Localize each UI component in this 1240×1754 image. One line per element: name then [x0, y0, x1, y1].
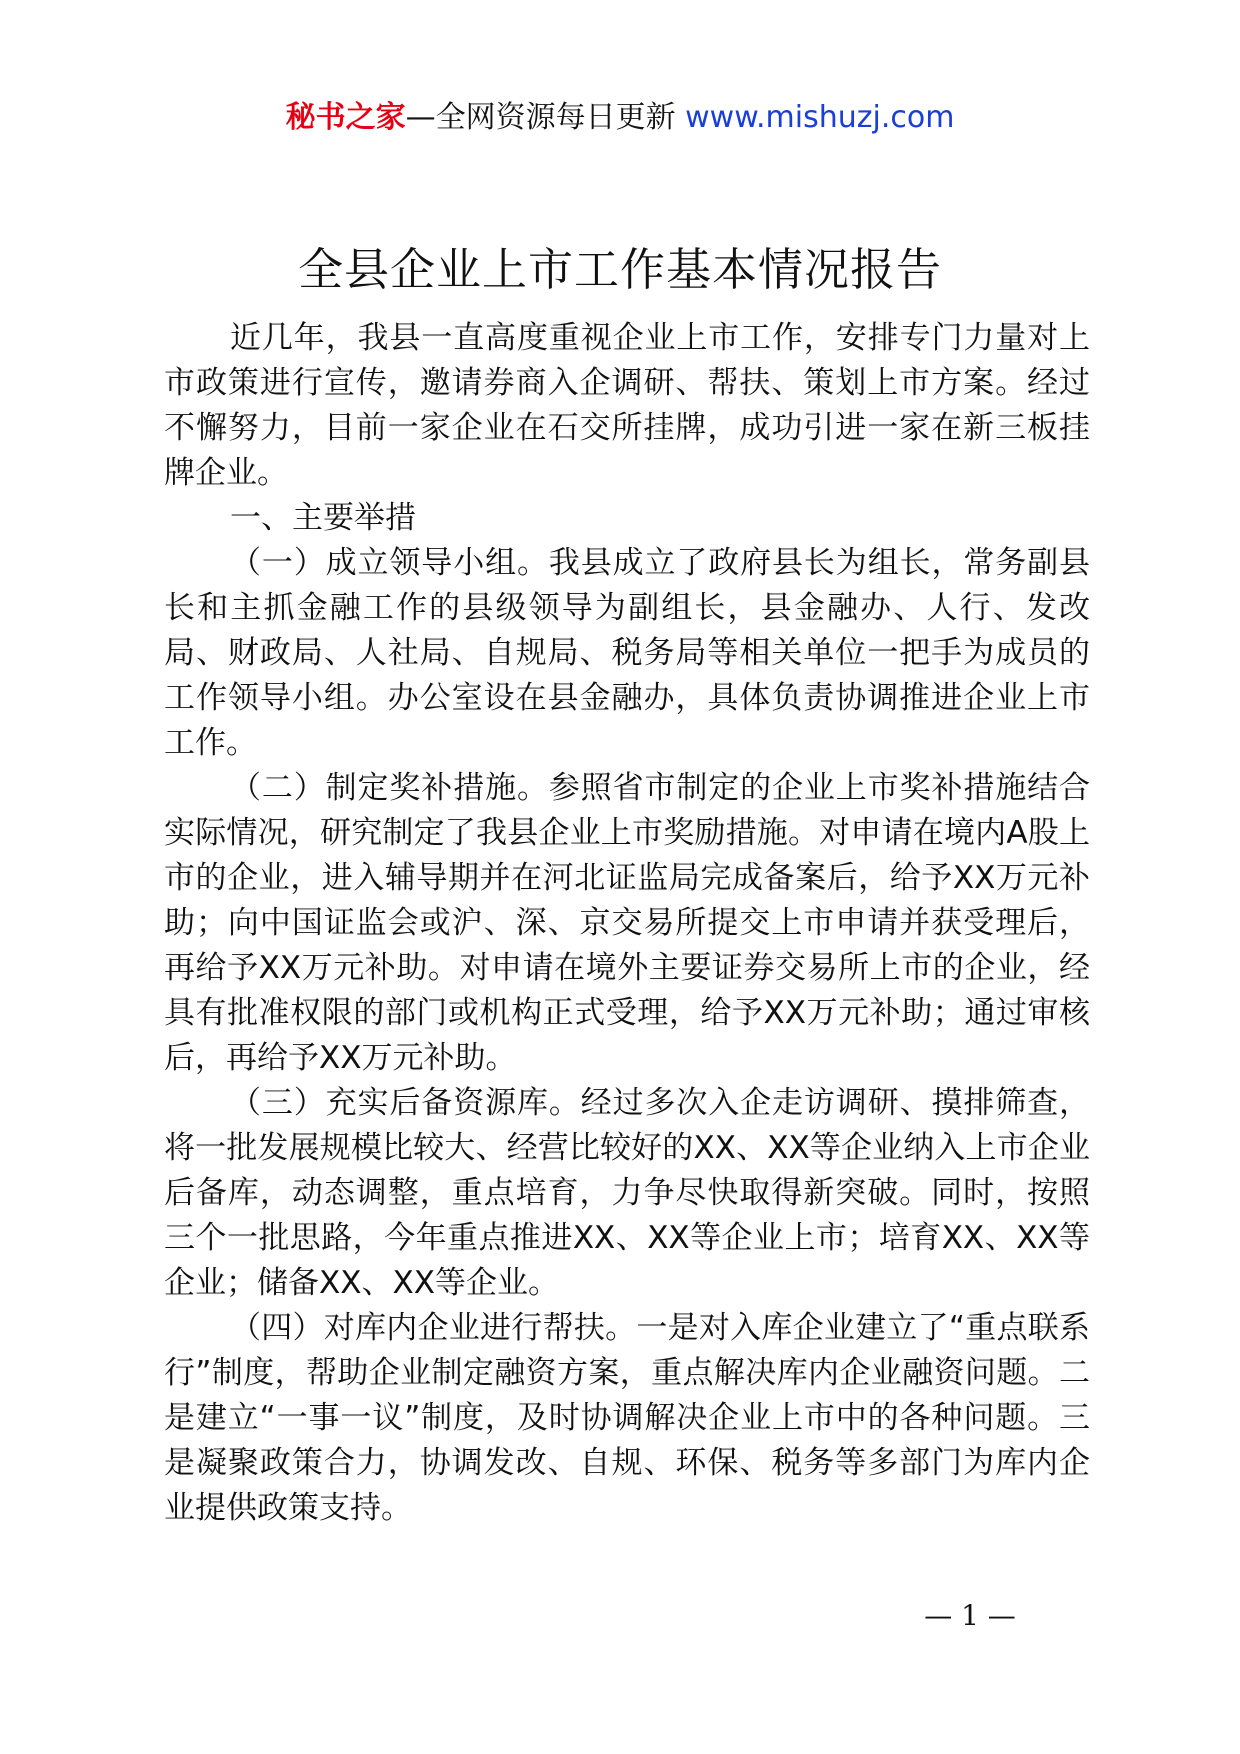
document-title: 全县企业上市工作基本情况报告	[297, 243, 942, 296]
header-tagline: —全网资源每日更新	[405, 100, 686, 135]
document-body	[164, 316, 1090, 1531]
brand-name: 秘书之家	[285, 100, 406, 135]
site-url-link[interactable]: www.mishuzj.com	[685, 100, 955, 135]
paragraph-subsidy-measures: （二）制定奖补措施。参照省市制定的企业上市奖补措施结合实际情况，研究制定了我县企业上市奖励措施。对申请在境内A股上市的企业，进入辅导期并在河北证监局完成备案后，给予XX万元补助；向中国证监会或沪、深、京交易所提交上市申请并获受理后，再给予XX万元补助。对申请在境外主要证券交易所上市的企业，经具有批准权限的部门或机构正式受理，给予XX万元补助；通过审核后，再给予XX万元补助。	[164, 770, 1090, 1076]
page-number: — 1 —	[924, 1599, 1016, 1632]
section-heading: 一、主要举措	[230, 500, 416, 536]
paragraph-intro: 近几年，我县一直高度重视企业上市工作，安排专门力量对上市政策进行宣传，邀请券商入企调研、帮扶、策划上市方案。经过不懈努力，目前一家企业在石交所挂牌，成功引进一家在新三板挂牌企业。	[164, 320, 1090, 491]
paragraph-enterprise-support: （四）对库内企业进行帮扶。一是对入库企业建立了“重点联系行”制度，帮助企业制定融资方案，重点解决库内企业融资问题。二是建立“一事一议”制度，及时协调解决企业上市中的各种问题。三是凝聚政策合力，协调发改、自规、环保、税务等多部门为库内企业提供政策支持。	[164, 1310, 1090, 1526]
paragraph-leadership-group: （一）成立领导小组。我县成立了政府县长为组长，常务副县长和主抓金融工作的县级领导为副组长，县金融办、人行、发改局、财政局、人社局、自规局、税务局等相关单位一把手为成员的工作领导小组。办公室设在县金融办，具体负责协调推进企业上市工作。	[164, 545, 1090, 761]
site-header	[0, 98, 1240, 138]
paragraph-reserve-pool: （三）充实后备资源库。经过多次入企走访调研、摸排筛查，将一批发展规模比较大、经营比较好的XX、XX等企业纳入上市企业后备库，动态调整，重点培育，力争尽快取得新突破。同时，按照三个一批思路，今年重点推进XX、XX等企业上市；培育XX、XX等企业；储备XX、XX等企业。	[164, 1085, 1090, 1301]
